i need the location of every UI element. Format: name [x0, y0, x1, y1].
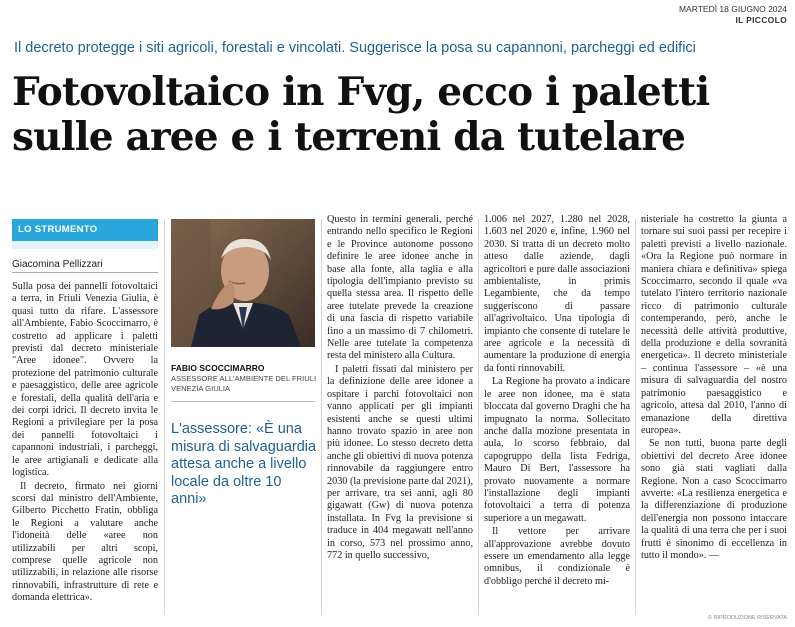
article-column-2	[327, 214, 473, 563]
byline-divider	[12, 272, 158, 273]
article-column-1	[12, 281, 158, 606]
author-byline: Giacomina Pellizzari	[12, 259, 103, 270]
portrait-photo	[171, 219, 315, 347]
paragraph: La Regione ha provato a indicare le aree non idonee, ma è stata bloccata dal governo Draghi che ha impugnato la norma. Sollecitato anche dalla mozione presentata in aula, lo scorso febbraio, dal capogruppo della lista Fedriga, Mauro Di Bert, l'assessore ha provato nuovamente a normare l'installazione degli impianti fotovoltaici a terra di potenza superiore a un megawatt.	[484, 376, 630, 524]
kicker-underbar	[12, 241, 158, 249]
paragraph: Sulla posa dei pannelli fotovoltaici a terra, in Friuli Venezia Giulia, è quasi tutto da rifare. L'assessore all'Ambiente, Fabio Scoccimarro, è costretto ad applicare i paletti previsti dal decreto ministeriale "Aree idonee". Ovvero la protezione del patrimonio culturale e paesaggistico, delle aree agricole e forestali, della qualità dell'aria e dei corpi idrici. Il decreto invita le Regioni a privilegiare per la posa dei pannelli fotovoltaici i capannoni industriali, i parcheggi, le aree artigianali e dedicate alla logistica.	[12, 281, 158, 479]
newspaper-name: IL PICCOLO	[735, 15, 787, 25]
paragraph: nisteriale ha costretto la giunta a tornare sui suoi passi per recepire i paletti previsti a livello nazionale. «Ora la Regione può normare in maniera chiara e definitiva» spiega Scoccimarro, secondo il quale «va tutelato l'intero territorio nazionale ricco di patrimonio culturale contemperando, però, anche le necessità delle attività produttive, della produzione e della sovranità energetica». Il decreto ministeriale – continua l'assessore – «è una misura di salvaguardia del nostro patrimonio paesaggistico e agricolo, attesa dal 2010, l'anno di emanazione della direttiva europea».	[641, 214, 787, 436]
paragraph: Questo in termini generali, perché entrando nello specifico le Regioni e le Province autonome possono definire le aree idonee anche in base alla fonte, alla taglia e alla tipologia dell'impianto previsto su quella stessa area. Il rispetto delle aree tutelate prevede la creazione di una fascia di rispetto variabile fino a un massimo di 7 chilometri. Nelle aree tutelate la competenza resta del ministero alla Cultura.	[327, 214, 473, 362]
headline-line-2: sulle aree e i terreni da tutelare	[12, 114, 686, 160]
headline-line-1: Fotovoltaico in Fvg, ecco i paletti	[12, 69, 710, 115]
pull-quote: L'assessore: «È una misura di salvaguardia attesa anche a livello locale da oltre 10 anni»	[171, 421, 317, 507]
article-column-3	[484, 214, 630, 589]
issue-date: MARTEDÌ 18 GIUGNO 2024	[678, 4, 787, 14]
photo-caption-name: FABIO SCOCCIMARRO	[171, 363, 265, 373]
paragraph: Il decreto, firmato nei giorni scorsi dal ministro dell'Ambiente, Gilberto Picchetto Fratin, obbliga le Regioni a valutare anche l'idoneità delle «aree non utilizzabili per altri scopi, comprese quelle agricole non utilizzabili, in relazione alle risorse rinnovabili, infrastrutture di rete e domanda elettrica».	[12, 480, 158, 604]
caption-divider	[171, 401, 315, 402]
section-kicker: LO STRUMENTO	[12, 219, 158, 241]
copyright-note: © RIPRODUZIONE RISERVATA	[707, 615, 787, 621]
photo-caption-role: ASSESSORE ALL'AMBIENTE DEL FRIULI VENEZIA GIULIA	[171, 374, 317, 393]
column-divider	[321, 219, 322, 615]
article-subtitle: Il decreto protegge i siti agricoli, forestali e vincolati. Suggerisce la posa su capannoni, parcheggi ed edifici	[14, 40, 696, 56]
paragraph: I paletti fissati dal ministero per la definizione delle aree idonee a ospitare i parchi fotovoltaici non vanno applicati per gli impianti esistenti anche se questi ultimi hanno trovato spazio in aree non più idonee. Lo stesso decreto detta anche gli obiettivi di nuova potenza rinnovabile da raggiungere entro 2030 (la previsione parte dal 2021), per arrivare, tra sei anni, agli 80 gigawatt (Gw) di nuova potenza installata. In Fvg la previsione si traduce in 404 megawatt nell'anno in corso, 573 nel prossimo anno, 772 in quello successivo,	[327, 363, 473, 561]
page-header-meta	[679, 4, 787, 26]
article-column-4	[641, 214, 787, 563]
column-divider	[164, 219, 165, 615]
paragraph: Il vettore per arrivare all'approvazione avrebbe dovuto essere un emendamento alla legge omnibus, il condizionale è d'obbligo perché il decreto mi-	[484, 526, 630, 587]
article-headline	[12, 70, 787, 160]
column-divider	[478, 219, 479, 615]
paragraph: 1.006 nel 2027, 1.280 nel 2028, 1.603 nel 2020 e, infine, 1.960 nel 2030. Si tratta di un decreto molto atteso dalle aziende, dagli agricoltori e pure dalle associazioni ambientaliste, in primis Legambiente, che da tempo suggeriscono di passare all'agrivoltaico. Una tipologia di impianto che consente di tutelare le aree agricole e la necessità di aumentare la produzione di energia da fonti rinnovabili.	[484, 214, 630, 374]
column-divider	[635, 219, 636, 615]
paragraph: Se non tutti, buona parte degli obiettivi del decreto Aree idonee sono già stati vagliati dalla Regione. Non a caso Scoccimarro avverte: «La resilienza energetica e la differenziazione di produzione dell'energia non possono intaccare la qualità di una terra che per i suoi frutti è sinonimo di eccellenza in tutto il mondo». —	[641, 438, 787, 561]
